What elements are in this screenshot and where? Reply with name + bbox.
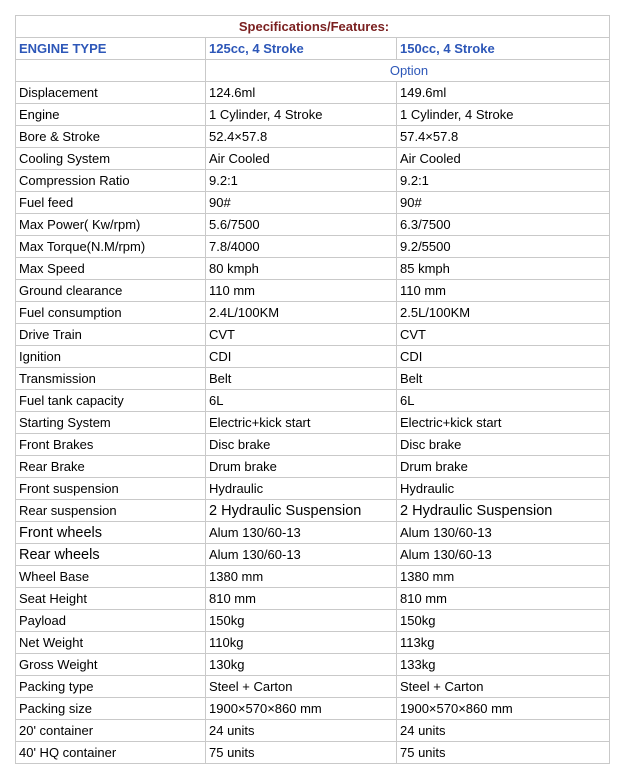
spec-value-150cc: 1380 mm	[397, 566, 610, 588]
spec-value-125cc: Electric+kick start	[206, 412, 397, 434]
spec-value-125cc: 6L	[206, 390, 397, 412]
table-row	[16, 214, 610, 236]
spec-value-125cc: 5.6/7500	[206, 214, 397, 236]
spec-value-125cc: 2 Hydraulic Suspension	[206, 500, 397, 522]
spec-label-cell: 40' HQ container	[16, 742, 206, 764]
spec-value-125cc: 130kg	[206, 654, 397, 676]
spec-label-cell: Payload	[16, 610, 206, 632]
spec-value-125cc: 2.4L/100KM	[206, 302, 397, 324]
table-row	[16, 632, 610, 654]
spec-value-150cc: 149.6ml	[397, 82, 610, 104]
table-row	[16, 82, 610, 104]
table-row	[16, 104, 610, 126]
spec-label-cell: Packing type	[16, 676, 206, 698]
spec-value-125cc: 24 units	[206, 720, 397, 742]
spec-value-150cc: 6.3/7500	[397, 214, 610, 236]
spec-label-cell: Front suspension	[16, 478, 206, 500]
spec-value-125cc: 7.8/4000	[206, 236, 397, 258]
spec-label-cell: Fuel tank capacity	[16, 390, 206, 412]
table-row	[16, 720, 610, 742]
spec-value-125cc: 52.4×57.8	[206, 126, 397, 148]
spec-label-cell: Ground clearance	[16, 280, 206, 302]
spec-value-150cc: Steel + Carton	[397, 676, 610, 698]
spec-value-125cc: Belt	[206, 368, 397, 390]
spec-value-150cc: 75 units	[397, 742, 610, 764]
spec-value-150cc: CVT	[397, 324, 610, 346]
header-row	[16, 38, 610, 60]
table-row	[16, 302, 610, 324]
table-row	[16, 324, 610, 346]
spec-value-150cc: Electric+kick start	[397, 412, 610, 434]
spec-value-125cc: 9.2:1	[206, 170, 397, 192]
spec-label-cell: Net Weight	[16, 632, 206, 654]
spec-label-cell: Engine	[16, 104, 206, 126]
spec-label-cell: Seat Height	[16, 588, 206, 610]
spec-value-150cc: 57.4×57.8	[397, 126, 610, 148]
option-row	[16, 60, 610, 82]
specifications-table-body	[16, 16, 610, 764]
spec-value-125cc: 150kg	[206, 610, 397, 632]
spec-value-125cc: Alum 130/60-13	[206, 522, 397, 544]
spec-value-125cc: 80 kmph	[206, 258, 397, 280]
spec-label-cell: Max Power( Kw/rpm)	[16, 214, 206, 236]
spec-label-cell: Front Brakes	[16, 434, 206, 456]
spec-value-125cc: 110kg	[206, 632, 397, 654]
table-row	[16, 346, 610, 368]
spec-value-150cc: 85 kmph	[397, 258, 610, 280]
spec-label-cell: Compression Ratio	[16, 170, 206, 192]
spec-value-150cc: 150kg	[397, 610, 610, 632]
title-row	[16, 16, 610, 38]
table-row	[16, 412, 610, 434]
option-label: Option	[206, 60, 610, 82]
spec-label-cell: Packing size	[16, 698, 206, 720]
spec-value-150cc: Air Cooled	[397, 148, 610, 170]
header-col-150cc: 150cc, 4 Stroke	[397, 38, 610, 60]
spec-label-cell: Fuel feed	[16, 192, 206, 214]
table-row	[16, 192, 610, 214]
table-row	[16, 544, 610, 566]
spec-value-150cc: Alum 130/60-13	[397, 544, 610, 566]
spec-value-150cc: Drum brake	[397, 456, 610, 478]
spec-value-150cc: 810 mm	[397, 588, 610, 610]
spec-label-cell: Cooling System	[16, 148, 206, 170]
spec-label-cell: 20' container	[16, 720, 206, 742]
spec-value-150cc: 6L	[397, 390, 610, 412]
table-row	[16, 148, 610, 170]
spec-value-150cc: 9.2:1	[397, 170, 610, 192]
table-row	[16, 478, 610, 500]
option-blank-cell	[16, 60, 206, 82]
spec-label-cell: Rear Brake	[16, 456, 206, 478]
table-row	[16, 654, 610, 676]
spec-value-125cc: 1 Cylinder, 4 Stroke	[206, 104, 397, 126]
table-row	[16, 456, 610, 478]
spec-value-150cc: 113kg	[397, 632, 610, 654]
spec-label-cell: Front wheels	[16, 522, 206, 544]
spec-label-cell: Ignition	[16, 346, 206, 368]
table-row	[16, 610, 610, 632]
table-row	[16, 280, 610, 302]
spec-value-125cc: Disc brake	[206, 434, 397, 456]
spec-label-cell: Starting System	[16, 412, 206, 434]
spec-value-125cc: Air Cooled	[206, 148, 397, 170]
table-row	[16, 434, 610, 456]
spec-value-150cc: 90#	[397, 192, 610, 214]
spec-label-cell: Rear wheels	[16, 544, 206, 566]
spec-value-150cc: 24 units	[397, 720, 610, 742]
spec-value-125cc: 110 mm	[206, 280, 397, 302]
spec-value-125cc: Alum 130/60-13	[206, 544, 397, 566]
spec-value-150cc: Alum 130/60-13	[397, 522, 610, 544]
spec-value-150cc: Belt	[397, 368, 610, 390]
spec-value-150cc: CDI	[397, 346, 610, 368]
spec-label-cell: Max Speed	[16, 258, 206, 280]
spec-value-150cc: Disc brake	[397, 434, 610, 456]
table-row	[16, 500, 610, 522]
spec-value-125cc: Hydraulic	[206, 478, 397, 500]
table-row	[16, 522, 610, 544]
table-row	[16, 126, 610, 148]
spec-value-125cc: 1900×570×860 mm	[206, 698, 397, 720]
spec-label-cell: Wheel Base	[16, 566, 206, 588]
table-row	[16, 236, 610, 258]
table-row	[16, 258, 610, 280]
spec-value-150cc: Hydraulic	[397, 478, 610, 500]
spec-value-125cc: 1380 mm	[206, 566, 397, 588]
spec-value-150cc: 1 Cylinder, 4 Stroke	[397, 104, 610, 126]
table-row	[16, 588, 610, 610]
spec-value-125cc: Drum brake	[206, 456, 397, 478]
header-col-125cc: 125cc, 4 Stroke	[206, 38, 397, 60]
specifications-table	[15, 15, 610, 764]
header-label: ENGINE TYPE	[16, 38, 206, 60]
spec-value-125cc: 810 mm	[206, 588, 397, 610]
spec-label-cell: Bore & Stroke	[16, 126, 206, 148]
table-row	[16, 170, 610, 192]
spec-value-125cc: Steel + Carton	[206, 676, 397, 698]
table-row	[16, 566, 610, 588]
table-row	[16, 676, 610, 698]
spec-label-cell: Displacement	[16, 82, 206, 104]
spec-label-cell: Gross Weight	[16, 654, 206, 676]
spec-value-125cc: 75 units	[206, 742, 397, 764]
table-title: Specifications/Features:	[16, 16, 610, 38]
spec-value-125cc: CVT	[206, 324, 397, 346]
spec-value-150cc: 9.2/5500	[397, 236, 610, 258]
spec-value-125cc: 90#	[206, 192, 397, 214]
spec-value-150cc: 1900×570×860 mm	[397, 698, 610, 720]
spec-value-125cc: CDI	[206, 346, 397, 368]
spec-value-150cc: 2 Hydraulic Suspension	[397, 500, 610, 522]
table-row	[16, 742, 610, 764]
spec-value-150cc: 2.5L/100KM	[397, 302, 610, 324]
spec-label-cell: Transmission	[16, 368, 206, 390]
spec-label-cell: Fuel consumption	[16, 302, 206, 324]
table-row	[16, 368, 610, 390]
table-row	[16, 698, 610, 720]
table-row	[16, 390, 610, 412]
spec-value-125cc: 124.6ml	[206, 82, 397, 104]
spec-label-cell: Rear suspension	[16, 500, 206, 522]
spec-label-cell: Max Torque(N.M/rpm)	[16, 236, 206, 258]
spec-label-cell: Drive Train	[16, 324, 206, 346]
spec-value-150cc: 133kg	[397, 654, 610, 676]
spec-value-150cc: 110 mm	[397, 280, 610, 302]
